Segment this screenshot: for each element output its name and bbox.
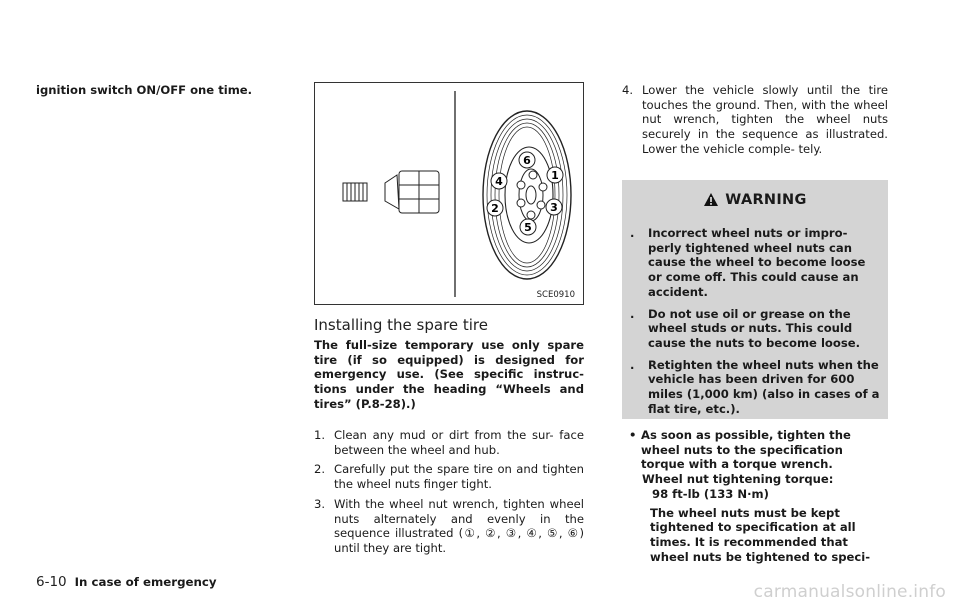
footer-section-title: In case of emergency <box>74 575 217 589</box>
page-number: 6-10 <box>36 574 67 590</box>
step-text: Carefully put the spare tire on and tighten the wheel nuts finger tight. <box>334 462 584 492</box>
section-heading: Installing the spare tire <box>314 316 488 334</box>
step-number: 4. <box>622 83 634 97</box>
step-2 <box>314 462 584 491</box>
step-number: 1. <box>314 428 326 442</box>
seq-label-5 <box>520 219 536 235</box>
svg-text:3: 3 <box>550 201 558 214</box>
step-number: 3. <box>314 496 326 511</box>
wheel-nut-drawing <box>343 171 439 213</box>
page-footer <box>36 571 217 590</box>
wheel-illustration <box>315 83 583 304</box>
svg-text:4: 4 <box>495 175 503 188</box>
svg-text:6: 6 <box>523 154 531 167</box>
warning-list <box>630 226 880 423</box>
tire-drawing <box>483 111 571 279</box>
torque-notes <box>622 428 888 564</box>
step-number: 2. <box>314 462 326 477</box>
torque-value: 98 ft-lb (133 N·m) <box>652 486 769 501</box>
seq-label-6 <box>519 152 535 168</box>
warning-header <box>622 192 888 208</box>
seq-label-2 <box>487 200 503 216</box>
seq-label-4 <box>491 173 507 189</box>
svg-text:1: 1 <box>551 169 559 182</box>
warning-triangle-icon <box>703 192 719 207</box>
svg-text:2: 2 <box>491 202 499 215</box>
steps-list <box>314 428 584 561</box>
watermark: carmanualsonline.info <box>753 582 946 602</box>
figure-code: SCE0910 <box>536 290 575 300</box>
step-text: Lower the vehicle slowly until the tire touches the ground. Then, with the wheel nut wrench, tighten the wheel nuts securely in the sequence as illustrated. Lower the vehicle comple- tely. <box>642 83 888 156</box>
continued-text: ignition switch ON/OFF one time. <box>36 83 253 97</box>
warning-title: WARNING <box>725 192 807 208</box>
step-3 <box>314 497 584 556</box>
seq-label-3 <box>546 199 562 215</box>
step-1 <box>314 428 584 457</box>
keep-tightened-text: The wheel nuts must be kept tightened to specification at all times. It is recommended that wheel nuts be tightened to speci- <box>650 505 871 564</box>
warning-item: . Do not use oil or grease on the wheel studs or nuts. This could cause the nuts to become loose. <box>630 306 861 350</box>
section-intro: The full-size temporary use only spare tire (if so equipped) is designed for emergency use. (See specific instruc- tions under the heading “Wheels and tires” (P.8-28).) <box>314 338 584 411</box>
torque-label: Wheel nut tightening torque: <box>642 472 834 487</box>
step-text: With the wheel nut wrench, tighten wheel nuts alternately and evenly in the sequence illustrated (①, ②, ③, ④, ⑤, ⑥) until they are tight. <box>334 496 584 555</box>
seq-label-1 <box>547 167 563 183</box>
warning-item: . Retighten the wheel nuts when the vehicle has been driven for 600 miles (1,000 km) (also in cases of a flat tire, etc.). <box>630 357 880 416</box>
svg-text:5: 5 <box>524 221 532 234</box>
warning-item: . Incorrect wheel nuts or impro- perly tightened wheel nuts can cause the wheel to become loose or come off. This could cause an accident. <box>630 226 866 299</box>
torque-bullet: • As soon as possible, tighten the wheel nuts to the specification torque with a torque wrench. <box>629 428 851 472</box>
wheel-nut-sequence-figure <box>314 82 584 305</box>
step-4 <box>622 83 888 157</box>
step-text: Clean any mud or dirt from the sur- face between the wheel and hub. <box>334 428 584 457</box>
warning-box <box>622 180 888 419</box>
